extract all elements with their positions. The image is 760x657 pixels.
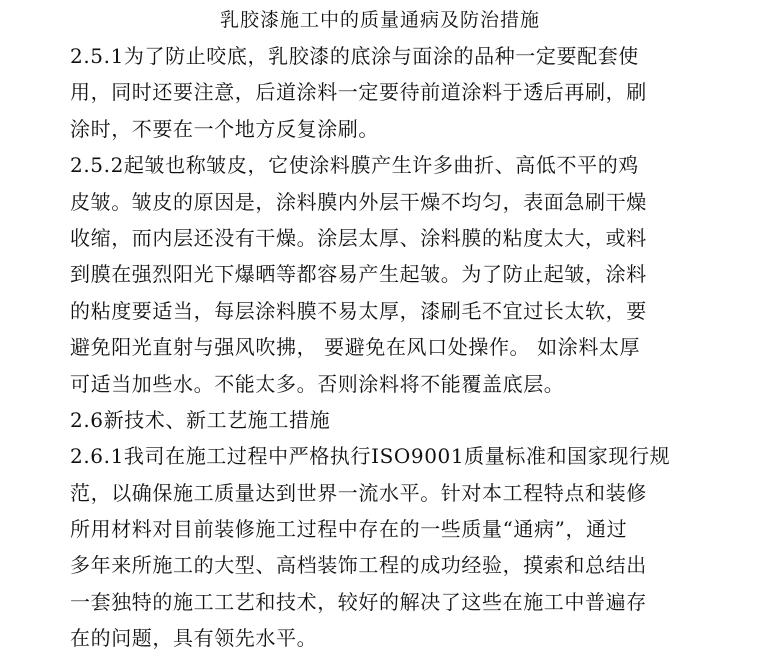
text-line-16: 一套独特的施工工艺和技术，较好的解决了这些在施工中普遍存 (70, 589, 647, 614)
text-line-5: 皮皱。皱皮的原因是，涂料膜内外层干燥不均匀，表面急刷干燥 (70, 189, 647, 214)
text-line-14: 所用材料对目前装修施工过程中存在的一些质量“通病”，通过 (70, 517, 628, 542)
text-line-1: 2.5.1为了防止咬底，乳胶漆的底涂与面涂的品种一定要配套使 (70, 44, 639, 68)
text-line-17: 在的问题，具有领先水平。 (70, 626, 318, 651)
text-line-13: 范，以确保施工质量达到世界一流水平。针对本工程特点和装修 (70, 480, 647, 505)
document-body (70, 38, 710, 657)
text-line-4: 2.5.2起皱也称皱皮，它使涂料膜产生许多曲折、高低不平的鸡 (70, 153, 639, 178)
text-line-6: 收缩，而内层还没有干燥。涂层太厚、涂料膜的粘度太大，或料 (70, 225, 647, 250)
section-heading-2-6: 2.6新技术、新工艺施工措施 (70, 407, 331, 432)
text-line-10: 可适当加些水。不能太多。否则涂料将不能覆盖底层。 (70, 371, 565, 396)
text-line-8: 的粘度要适当，每层涂料膜不易太厚，漆刷毛不宜过长太软，要 (70, 298, 647, 323)
text-line-9: 避免阳光直射与强风吹拂， 要避免在风口处操作。 如涂料太厚 (70, 335, 641, 360)
text-line-15: 多年来所施工的大型、高档装饰工程的成功经验，摸索和总结出 (70, 553, 647, 578)
text-line-2: 用，同时还要注意，后道涂料一定要待前道涂料于透后再刷，刷 (70, 80, 647, 105)
text-line-7: 到膜在强烈阳光下爆晒等都容易产生起皱。为了防止起皱，涂料 (70, 262, 647, 287)
text-line-12: 2.6.1我司在施工过程中严格执行ISO9001质量标准和国家现行规 (70, 444, 671, 469)
document-title: 乳胶漆施工中的质量通病及防治措施 (219, 9, 540, 31)
text-line-3: 涂时，不要在一个地方反复涂刷。 (70, 116, 379, 141)
